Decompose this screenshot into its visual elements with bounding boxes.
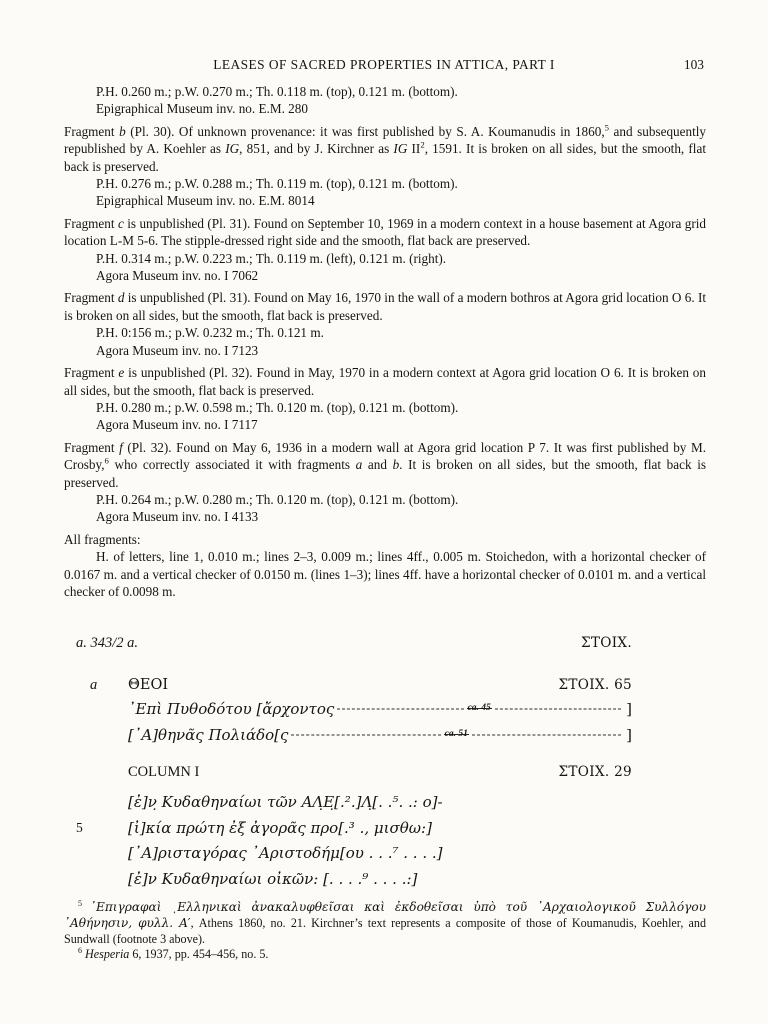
lacuna-label: ca. 45 <box>467 703 491 714</box>
lacuna-dashes <box>291 734 440 736</box>
inscription-line-theoi: ΘΕΟΙ <box>128 677 169 694</box>
running-head <box>0 0 768 73</box>
stoichedon-count-29: ΣΤΟΙΧ. 29 <box>558 764 632 781</box>
fragment-b-paragraph: Fragment b (Pl. 30). Of unknown provenance: it was first published by S. A. Koumanudis in 1860,$^5$ and subsequently republished by A. Koehler as IG, 851, and by J. Kirchner as IG $II^2$, 1591. It is broken on all sides, but the smooth, flat back is preserved. <box>64 122 707 174</box>
fragment-b-inventory: Epigraphical Museum inv. no. E.M. 8014 <box>96 193 315 209</box>
inscription-line <box>64 841 632 867</box>
lacuna-dashes <box>337 708 463 710</box>
letter-heights-paragraph: H. of letters, line 1, 0.010 m.; lines 2–3, 0.009 m.; lines 4ff., 0.005 m. Stoichedon, with a horizontal checker of 0.0167 m. and a vertical checker of 0.0150 m. (lines 1–3); lines 4ff. have a horizontal checker of 0.0101 m. and a vertical checker of 0.0098 m. <box>64 549 706 599</box>
fragment-b-measurements: P.H. 0.276 m.; p.W. 0.288 m.; Th. 0.119 m. (top), 0.121 m. (bottom). <box>96 176 458 192</box>
fragment-f-inventory: Agora Museum inv. no. I 4133 <box>96 509 259 525</box>
column-heading: COLUMN I <box>128 764 200 781</box>
greek-text: ᾿Επὶ Πυθοδότου [ἄρχοντος <box>128 700 335 719</box>
inscription-line-athena <box>64 722 632 748</box>
greek-text: [ἐ]ν̣ Κυδαθηναίωι τῶν ΑΛ̣Ε̣[.².]Λ̣[. .⁵. .: ο]- <box>128 793 443 812</box>
fragment-a-measurements: P.H. 0.260 m.; p.W. 0.270 m.; Th. 0.118 m. (top), 0.121 m. (bottom). <box>96 84 458 99</box>
greek-text: [ἰ]κία πρώτη ἐξ ἀγορᾶς προ[.³ ., μισθω:] <box>128 818 432 837</box>
footnote-6: $^6$ Hesperia 6, 1937, pp. 454–456, no. 5. <box>78 946 269 962</box>
inscription-section <box>64 634 706 892</box>
fragment-c-measurements: P.H. 0.314 m.; p.W. 0.223 m.; Th. 0.119 m. (left), 0.121 m. (right). <box>96 250 447 266</box>
line-number: 5 <box>76 819 83 835</box>
fragment-d-inventory: Agora Museum inv. no. I 7123 <box>96 342 259 358</box>
closing-bracket: ] <box>626 700 632 719</box>
inscription-line <box>64 790 632 816</box>
date-stoichedon-row <box>64 634 632 652</box>
fragment-letter-label: a <box>90 677 98 694</box>
lacuna-dashes <box>472 734 621 736</box>
page-number: 103 <box>683 57 704 72</box>
fragment-f-measurements: P.H. 0.264 m.; p.W. 0.280 m.; Th. 0.120 m. (top), 0.121 m. (bottom). <box>96 491 459 507</box>
lacuna-dashes <box>495 708 621 710</box>
fragment-d-measurements: P.H. 0:156 m.; p.W. 0.232 m.; Th. 0.121 m. <box>96 325 324 341</box>
inscription-line-archon <box>64 696 632 722</box>
column-heading-row <box>64 762 632 782</box>
footnotes-block <box>64 900 706 963</box>
page-title: LEASES OF SACRED PROPERTIES IN ATTICA, PART I <box>213 57 555 72</box>
stoichedon-label: ΣΤΟΙΧ. <box>581 635 632 652</box>
column-text-block <box>64 790 632 892</box>
all-fragments-label: All fragments: <box>64 531 141 547</box>
fragment-a-heading-row <box>64 674 632 696</box>
greek-text: [᾿Α]ρισταγόρας ᾿Αριστοδήμ[ου . . .⁷ . . . .] <box>128 844 443 863</box>
footnote-5: $^5$ ᾿Επιγραφαὶ ιΕλληνικαὶ ἀνακαλυφθεῖσαι καὶ ἐκδοθεῖσαι ὑπὸ τοῦ ᾿Αρχαιολογικοῦ Συλλόγου ᾿Αθήνησιν, φυλλ. Α′, Athens 1860, no. 21. Kirchner’s text represents a composite of those of Koumanudis, Koehler, and Sundwall (footnote 3 above). <box>64 899 706 946</box>
fragment-e-inventory: Agora Museum inv. no. I 7117 <box>96 417 258 433</box>
fragment-e-measurements: P.H. 0.280 m.; p.W. 0.598 m.; Th. 0.120 m. (top), 0.121 m. (bottom). <box>96 399 459 415</box>
inscription-date: a. 343/2 a. <box>76 635 139 652</box>
fragment-c-inventory: Agora Museum inv. no. I 7062 <box>96 268 259 284</box>
main-text-column <box>64 83 706 963</box>
fragment-a-inventory: Epigraphical Museum inv. no. E.M. 280 <box>96 101 308 117</box>
lacuna-label: ca. 51 <box>444 729 468 740</box>
stoichedon-count-65: ΣΤΟΙΧ. 65 <box>558 677 632 694</box>
fragment-e-paragraph: Fragment e is unpublished (Pl. 32). Found in May, 1970 in a modern context at Agora grid location O 6. It is broken on all sides, but the smooth, flat back is preserved. <box>64 365 706 398</box>
greek-text: [᾿Α]θηνᾶς Πολιάδο[ς <box>128 726 289 745</box>
fragment-c-paragraph: Fragment c is unpublished (Pl. 31). Found on September 10, 1969 in a modern context in a house basement at Agora grid location L-M 5-6. The stipple-dressed right side and the smooth, flat back are preserved. <box>64 215 707 249</box>
inscription-line <box>64 867 632 893</box>
greek-text: [ἐ]ν Κυδαθηναίωι οἰκῶν: [. . . .⁹ . . . .:] <box>128 869 418 888</box>
closing-bracket: ] <box>626 726 632 745</box>
inscription-line <box>64 816 632 842</box>
fragment-f-paragraph: Fragment f (Pl. 32). Found on May 6, 1936 in a modern wall at Agora grid location P 7. It was first published by M. Crosby,$^6$ who correctly associated it with fragments a and b. It is broken on all sides, but the smooth, flat back is preserved. <box>64 439 707 490</box>
fragment-d-paragraph: Fragment d is unpublished (Pl. 31). Found on May 16, 1970 in the wall of a modern bothros at Agora grid location O 6. It is broken on all sides, but the smooth, flat back is preserved. <box>64 290 707 323</box>
